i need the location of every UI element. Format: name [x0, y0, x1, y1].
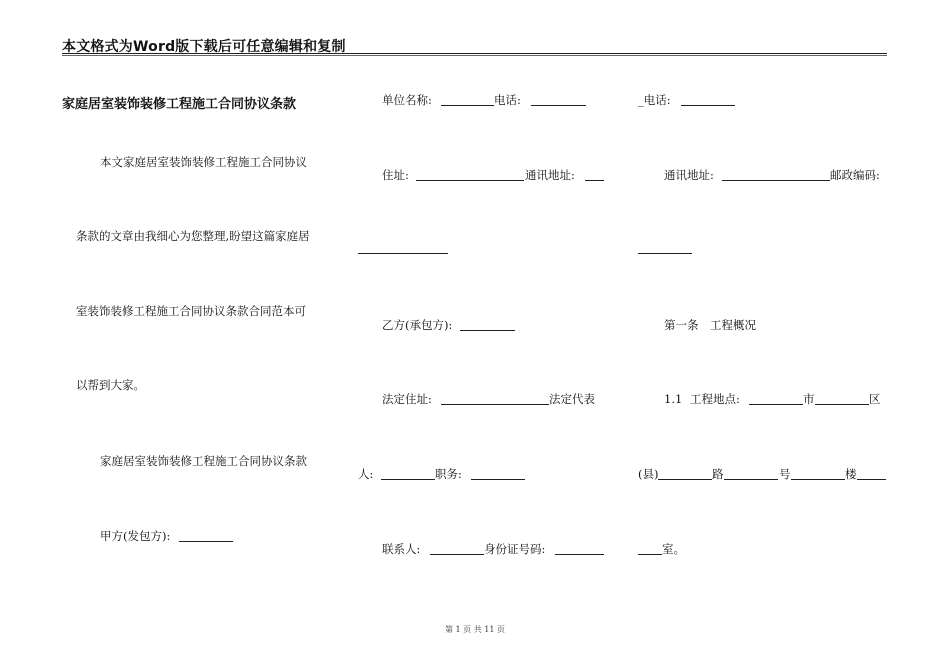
mail-address-blank-cont: [358, 253, 448, 254]
number-blank: [724, 479, 778, 480]
legal-address-blank: [441, 404, 549, 405]
header-text: 本文格式为Word版下载后可任意编辑和复制: [62, 39, 346, 55]
party-a-label: 甲方(发包方):: [100, 529, 171, 543]
party-a-blank: [179, 541, 233, 542]
phone-label-2: _电话:: [638, 93, 671, 107]
unit-name-label: 单位名称:: [382, 93, 432, 107]
id-number-blank: [555, 554, 604, 555]
phone-label: 电话:: [494, 93, 521, 107]
phone-blank-2: [681, 105, 735, 106]
id-number-label: 身份证号码:: [484, 542, 546, 556]
legal-address-label: 法定住址:: [382, 392, 432, 406]
document-title: 家庭居室装饰装修工程施工合同协议条款: [62, 97, 297, 112]
intro-line-4: 以帮到大家。: [76, 378, 145, 392]
header-rule-secondary: [62, 55, 887, 56]
header-rule: [62, 53, 887, 54]
building-label: 楼: [845, 467, 857, 481]
contact-blank: [430, 554, 484, 555]
party-b-label: 乙方(承包方):: [382, 318, 453, 332]
room-blank: [638, 554, 662, 555]
party-b-blank: [460, 330, 515, 331]
building-blank: [791, 479, 845, 480]
mail-address-label-2: 通讯地址:: [664, 168, 714, 182]
city-blank: [749, 404, 803, 405]
intro-line-1: 本文家庭居室装饰装修工程施工合同协议: [100, 155, 307, 169]
county-label: (县): [638, 467, 659, 481]
contact-label: 联系人:: [382, 542, 421, 556]
page-footer: 第 1 页 共 11 页: [445, 625, 505, 634]
building-trailing-blank: [857, 479, 886, 480]
intro-line-2: 条款的文章由我细心为您整理,盼望这篇家庭居: [76, 229, 310, 243]
location-label: 工程地点:: [690, 392, 740, 406]
legal-rep-label: 法定代表: [549, 392, 595, 406]
room-label: 室。: [662, 542, 685, 556]
road-blank: [658, 479, 712, 480]
subtitle-line: 家庭居室装饰装修工程施工合同协议条款: [100, 454, 307, 468]
position-blank: [471, 479, 525, 480]
road-label: 路: [712, 467, 724, 481]
postcode-blank: [638, 253, 692, 254]
article-1-heading: 第一条 工程概况: [664, 318, 756, 332]
intro-line-3: 室装饰装修工程施工合同协议条款合同范本可: [76, 304, 306, 318]
phone-blank: [531, 105, 586, 106]
address-label: 住址:: [382, 168, 409, 182]
district-blank: [815, 404, 869, 405]
mail-address-blank: [585, 180, 604, 181]
postcode-label: 邮政编码:: [830, 168, 880, 182]
address-blank: [416, 180, 524, 181]
number-label: 号: [779, 467, 791, 481]
mail-address-blank-2: [722, 180, 830, 181]
district-label: 区: [869, 392, 881, 406]
item-number: 1.1: [664, 392, 683, 406]
city-label: 市: [803, 392, 815, 406]
person-label: 人:: [358, 467, 374, 481]
person-blank: [381, 479, 435, 480]
unit-name-blank: [441, 105, 494, 106]
position-label: 职务:: [435, 467, 462, 481]
mail-address-label: 通讯地址:: [525, 168, 575, 182]
